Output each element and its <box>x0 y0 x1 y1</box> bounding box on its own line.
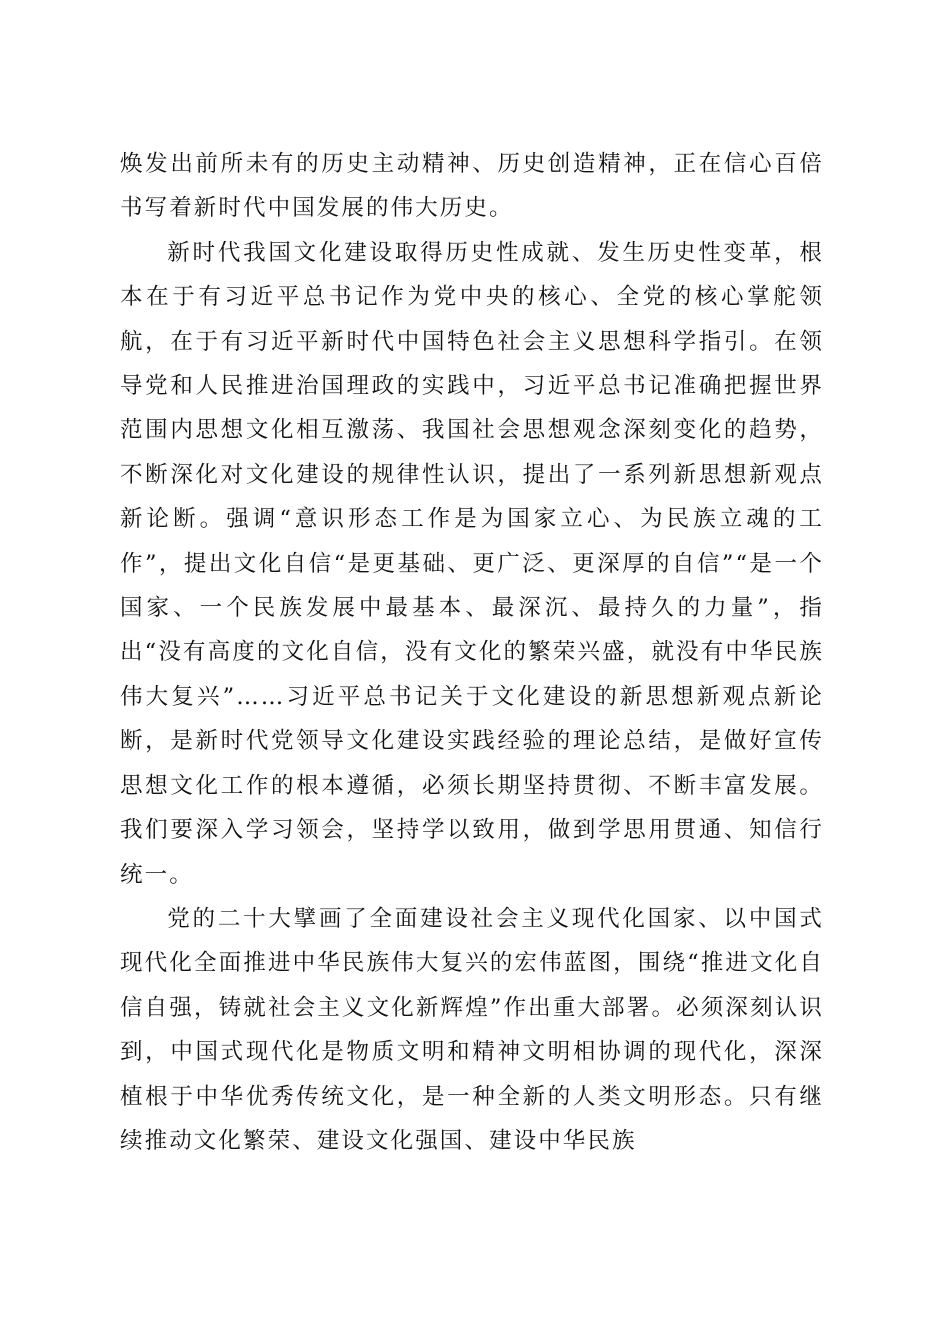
paragraph-cultural-achievements: 新时代我国文化建设取得历史性成就、发生历史性变革，根本在于有习近平总书记作为党中央的核心、全党的核心掌舵领航，在于有习近平新时代中国特色社会主义思想科学指引。在领导党和人民推进治国理政的实践中，习近平总书记准确把握世界范围内思想文化相互激荡、我国社会思想观念深刻变化的趋势，不断深化对文化建设的规律性认识，提出了一系列新思想新观点新论断。强调“意识形态工作是为国家立心、为民族立魂的工作”，提出文化自信“是更基础、更广泛、更深厚的自信”“是一个国家、一个民族发展中最基本、最深沉、最持久的力量”，指出“没有高度的文化自信，没有文化的繁荣兴盛，就没有中华民族伟大复兴”……习近平总书记关于文化建设的新思想新观点新论断，是新时代党领导文化建设实践经验的理论总结，是做好宣传思想文化工作的根本遵循，必须长期坚持贯彻、不断丰富发展。我们要深入学习领会，坚持学以致用，做到学思用贯通、知信行统一。 <box>120 239 824 888</box>
paragraph-continued: 焕发出前所未有的历史主动精神、历史创造精神，正在信心百倍书写着新时代中国发展的伟大历史。 <box>120 151 824 222</box>
paragraph-twentieth-congress: 党的二十大擘画了全面建设社会主义现代化国家、以中国式现代化全面推进中华民族伟大复兴的宏伟蓝图，围绕“推进文化自信自强，铸就社会主义文化新辉煌”作出重大部署。必须深刻认识到，中国式现代化是物质文明和精神文明相协调的现代化，深深植根于中华优秀传统文化，是一种全新的人类文明形态。只有继续推动文化繁荣、建设文化强国、建设中华民族 <box>120 905 824 1154</box>
body-text <box>120 142 824 1163</box>
